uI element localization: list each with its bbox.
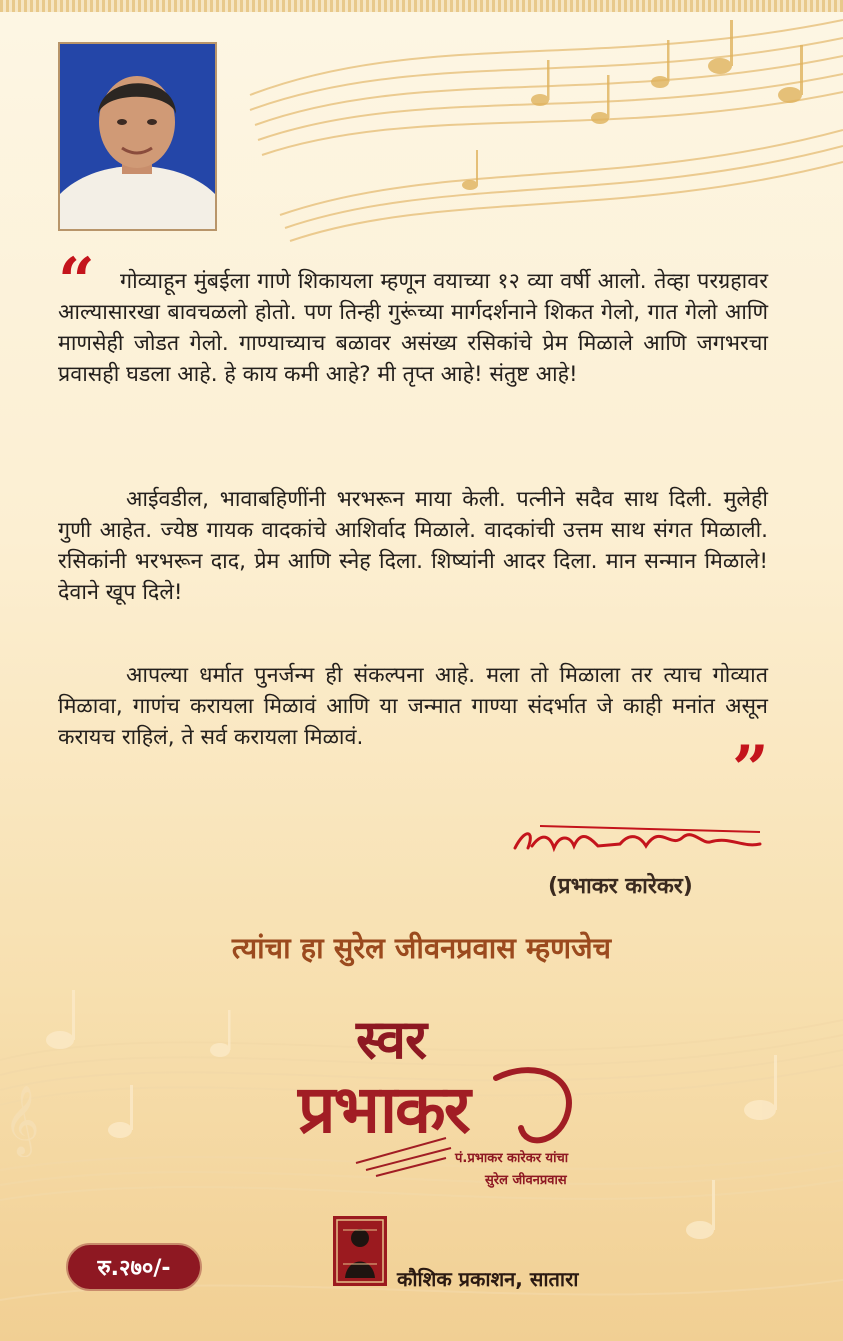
quote-paragraph-2: आईवडील, भावाबहिणींनी भरभरून माया केली. पत्नीने सदैव साथ दिली. मुलेही गुणी आहेत. ज्येष्ठ गायक वादकांचे आशिर्वाद मिळाले. वादकांची उत्तम साथ संगत मिळाली. रसिकांनी भरभरून दाद, प्रेम आणि स्नेह दिला. शिष्यांनी आदर दिला. मान सन्मान मिळाले! देवाने खूप दिले! xyxy=(58,487,768,605)
closing-quote-mark: ” xyxy=(732,732,769,807)
portrait-image xyxy=(60,44,215,229)
quote-paragraph-1: गोव्याहून मुंबईला गाणे शिकायला म्हणून वयाच्या १२ व्या वर्षी आलो. तेव्हा परग्रहावर आल्यासारखा बावचळलो होतो. पण तिन्ही गुरूंच्या मार्गदर्शनाने शिकत गेलो, गात गेलो आणि माणसेही जोडत गेलो. गाण्याच्याच बळावर असंख्य रसिकांचे प्रेम मिळाले आणि जगभरचा प्रवासही घडला आहे. हे काय कमी आहे? मी तृप्त आहे! संतुष्ट आहे! xyxy=(58,269,768,387)
book-subtitle-line-1: पं.प्रभाकर कारेकर यांचा xyxy=(455,1151,569,1166)
book-subtitle-line-2: सुरेल जीवनप्रवास xyxy=(485,1173,567,1188)
book-title-line-2: प्रभाकर xyxy=(298,1070,469,1148)
opening-quote-mark: “ xyxy=(58,244,95,319)
publisher-name: कौशिक प्रकाशन, सातारा xyxy=(397,1267,579,1291)
price-badge: रु.२७०/- xyxy=(66,1243,202,1291)
quote-paragraph-3: आपल्या धर्मात पुनर्जन्म ही संकल्पना आहे. मला तो मिळाला तर त्याच गोव्यात मिळावा, गाणंच करायला मिळावं आणि या जन्मात गाण्या संदर्भात जे काही मनांत असून करायच राहिलं, ते सर्व करायला मिळावं. xyxy=(58,663,768,750)
author-photo xyxy=(58,42,217,231)
tagline: त्यांचा हा सुरेल जीवनप्रवास म्हणजेच xyxy=(231,931,612,965)
author-name: (प्रभाकर कारेकर) xyxy=(548,874,693,899)
svg-text:𝄞: 𝄞 xyxy=(4,1085,40,1155)
publisher-logo-icon xyxy=(333,1216,387,1286)
book-title-line-1: स्वर xyxy=(356,1007,427,1071)
handwritten-signature xyxy=(510,818,770,868)
